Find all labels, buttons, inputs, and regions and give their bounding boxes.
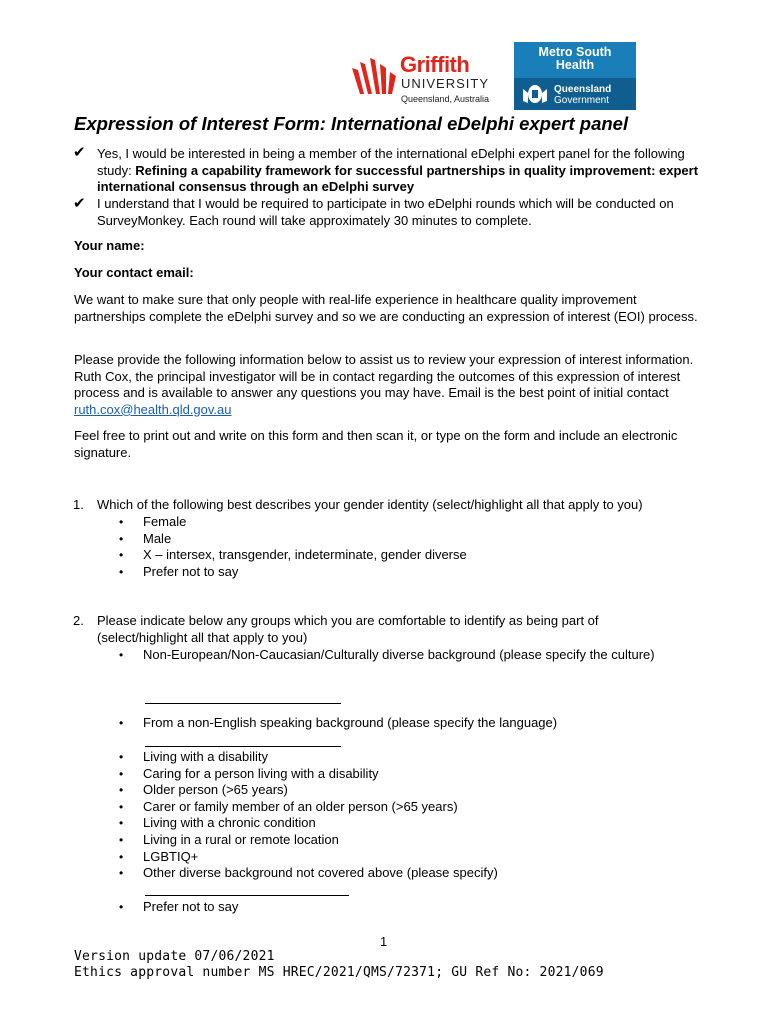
list-item[interactable]: • Male xyxy=(119,530,172,546)
metro-south-health-logo xyxy=(514,42,636,110)
question-1-text: Which of the following best describes your gender identity (select/highlight all that apply to you) xyxy=(97,497,643,512)
gov-line1: Queensland xyxy=(554,84,612,95)
list-item[interactable]: • Caring for a person living with a disability xyxy=(119,765,379,781)
name-label: Your name: xyxy=(74,238,145,253)
griffith-name: Griffith xyxy=(400,52,470,77)
list-item[interactable]: • Other diverse background not covered above (please specify) xyxy=(119,865,498,881)
culture-answer-line[interactable] xyxy=(145,703,341,704)
contact-email-link[interactable]: ruth.cox@health.qld.gov.au xyxy=(74,401,232,417)
q2-option-language[interactable]: • From a non-English speaking background (please specify the language) xyxy=(119,715,558,730)
msh-line1: Metro South xyxy=(538,45,612,59)
q2-option-culture[interactable]: • Non-European/Non-Caucasian/Culturally diverse background (please specify the culture) xyxy=(119,647,655,662)
list-item[interactable]: • Living with a chronic condition xyxy=(119,815,316,831)
q1-options xyxy=(119,514,703,580)
gov-line2: Government xyxy=(554,95,610,106)
q2-options xyxy=(119,749,703,882)
other-answer-line[interactable] xyxy=(145,895,349,896)
question-1 xyxy=(73,497,717,514)
check-item-2: I understand that I would be required to participate in two eDelphi rounds which will be conducted on SurveyMonkey. Each round will take approximately 30 minutes to complete. xyxy=(97,196,674,228)
q2-option-last[interactable]: • Prefer not to say xyxy=(119,899,239,914)
list-item[interactable]: • Carer or family member of an older person (>65 years) xyxy=(119,798,458,814)
print-paragraph: Feel free to print out and write on this form and then scan it, or type on the form and include an electronic signature. xyxy=(74,428,678,460)
griffith-emblem-icon xyxy=(350,56,400,96)
instructions-paragraph xyxy=(74,352,704,418)
list-item[interactable]: • Older person (>65 years) xyxy=(119,782,288,798)
check-icon: ✔ xyxy=(73,195,86,212)
question-2-text: Please indicate below any groups which you are comfortable to identify as being part of (select/highlight all that apply to you) xyxy=(97,613,599,645)
griffith-university: UNIVERSITY xyxy=(401,76,490,91)
griffith-logo xyxy=(350,52,500,108)
study-title: Refining a capability framework for successful partnerships in quality improvement: expert international consensus through an eDelphi survey xyxy=(97,162,699,195)
list-item[interactable]: • Female xyxy=(119,514,187,529)
version-note: Version update 07/06/2021 xyxy=(74,949,275,964)
email-label: Your contact email: xyxy=(74,265,194,280)
question-2-number: 2. xyxy=(73,613,84,628)
eoi-intro-paragraph: We want to make sure that only people with real-life experience in healthcare quality improvement partnerships complete the eDelphi survey and so we are conducting an expression of interest (EOI) process. xyxy=(74,292,698,324)
list-item[interactable]: • Living in a rural or remote location xyxy=(119,831,339,847)
check-icon: ✔ xyxy=(73,144,86,161)
question-1-number: 1. xyxy=(73,497,84,512)
language-answer-line[interactable] xyxy=(145,746,341,747)
question-2 xyxy=(73,613,657,646)
griffith-place: Queensland, Australia xyxy=(401,94,490,104)
msh-line2: Health xyxy=(555,58,595,72)
check-item-1 xyxy=(97,146,707,196)
instructions-text: Please provide the following information below to assist us to review your expression of interest information. Ruth Cox, the principal investigator will be in contact regarding the outcomes of this expression of interest process and is available to answer any questions you may have. Email is the best point of initial contact xyxy=(74,352,694,401)
check-item-1-text: Yes, I would be interested in being a member of the international eDelphi expert panel for the following study: xyxy=(97,146,685,178)
ethics-note: Ethics approval number MS HREC/2021/QMS/72371; GU Ref No: 2021/069 xyxy=(74,965,604,980)
page-number: 1 xyxy=(380,934,388,949)
list-item[interactable]: • Prefer not to say xyxy=(119,563,239,579)
list-item[interactable]: • LGBTIQ+ xyxy=(119,848,199,864)
page-title: Expression of Interest Form: International eDelphi expert panel xyxy=(74,113,629,134)
list-item[interactable]: • Living with a disability xyxy=(119,749,269,764)
queensland-crest-icon xyxy=(520,81,550,107)
list-item[interactable]: • X – intersex, transgender, indeterminate, gender diverse xyxy=(119,547,467,563)
